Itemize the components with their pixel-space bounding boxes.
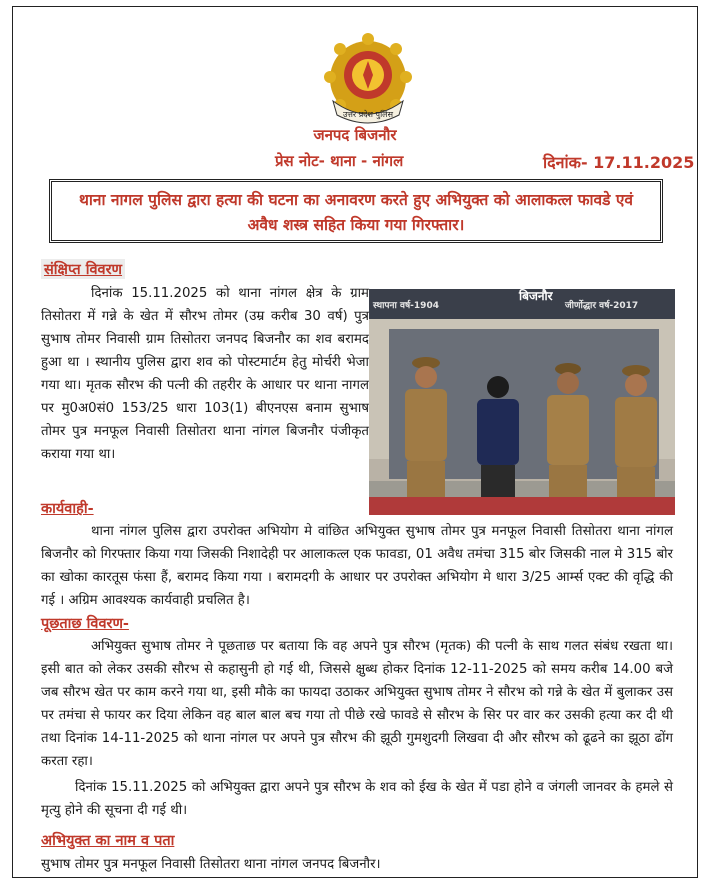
action-text: थाना नांगल पुलिस द्वारा उपरोक्त अभियोग मे वांछित अभियुक्त सुभाष तोमर पुत्र मनफूल निवासी तिसोतरा थाना नांगल बिजनौर को गिरफ्तार किया गया जिसकी निशादेही पर आलाकत्ल एक फावडा, 01 अवैध तमंचा 315 बोर जिसकी नाल मे 315 बोर का खोका कारतूस फंसा हैं, बरामद किया गया । बरामदगी के आधार पर उपरोक्त अभियोग मे धारा 3/25 आर्म्स एक्ट की वृद्धि की गई । अग्रिम आवश्यक कार्यवाही प्रचलित है।: [41, 524, 673, 608]
press-note-date: दिनांक- 17.11.2025: [543, 153, 695, 172]
accused-paragraph: [41, 853, 673, 876]
headline-box: [49, 179, 663, 243]
headline-text: थाना नागल पुलिस द्वारा हत्या की घटना का अनावरण करते हुए अभियुक्त को आलाकत्ल फावडे एवं अवैध शस्त्र सहित किया गया गिरफ्तार।: [78, 191, 634, 234]
press-note-page: [12, 6, 698, 878]
up-police-emblem-icon: [313, 31, 423, 127]
report-text: दिनांक 15.11.2025 को अभियुक्त द्वारा अपने पुत्र सौरभ के शव को ईख के खेत में पडा होने व जंगली जानवर के हमले से मृत्यु होने की सूचना दी गई थी।: [41, 780, 673, 818]
summary-paragraph: [41, 282, 369, 466]
summary-text: दिनांक 15.11.2025 को थाना नांगल क्षेत्र के ग्राम तिसोतरा में गन्ने के खेत में सौरभ तोमर (उम्र करीब 30 वर्ष) पुत्र सुभाष तोमर निवासी ग्राम तिसोतरा जनपद बिजनौर का शव बरामद हुआ था । स्थानीय पुलिस द्वारा शव को पोस्टमार्टम हेतु मोर्चरी भेजा गया था। मृतक सौरभ की पत्नी की तहरीर के आधार पर थाना नागल पर मु0अ0सं0 153/25 धारा 103(1) बीएनएस बनाम सुभाष तोमर पुत्र मनफूल निवासी तिसोतरा थाना नांगल बिजनौर पंजीकृत कराया गया था।: [41, 286, 369, 462]
inquiry-paragraph: [41, 635, 673, 773]
sign-right-text: जीर्णोद्धार वर्ष-2017: [565, 301, 639, 311]
police-officer-figure: [601, 363, 671, 515]
press-note-label: प्रेस नोट- थाना - नांगल: [275, 152, 404, 170]
sign-left-text: स्थापना वर्ष-1904: [373, 301, 439, 311]
sign-title-text: बिजनौर: [519, 289, 553, 303]
photo-red-table: [369, 497, 675, 515]
svg-text:उत्तर प्रदेश पुलिस: उत्तर प्रदेश पुलिस: [343, 110, 393, 119]
action-paragraph: [41, 520, 673, 612]
police-officer-figure: [535, 361, 601, 515]
accused-figure: [465, 375, 531, 515]
police-officer-figure: [391, 355, 461, 515]
action-heading: कार्यवाही-: [41, 501, 94, 517]
inquiry-text: अभियुक्त सुभाष तोमर ने पूछताछ पर बताया कि वह अपने पुत्र सौरभ (मृतक) की पत्नी के साथ गलत संबंध रखता था। इसी बात को लेकर उसकी सौरभ से कहासुनी हो गई थी, जिससे क्षुब्ध होकर दिनांक 12-11-2025 को समय करीब 14.00 बजे जब सौरभ खेत पर काम करने गया था, इसी मौके का फायदा उठाकर अभियुक्त सुभाष तोमर ने सौरभ को गन्ने के खेत में बुलाकर उस पर तमंचा से फायर कर दिया लेकिन वह बाल बाल बच गया तो पीछे रखे फावडे से सौरभ के सिर पर वार कर उसकी हत्या कर दी थी तथा दिनांक 14-11-2025 को थाना नांगल पर अपने पुत्र सौरभ की झूठी गुमशुदगी लिखवा दी और सौरभ को ढूढने का झूठा ढोंग करता रहा।: [41, 639, 673, 769]
report-paragraph: [41, 776, 673, 822]
accused-heading: अभियुक्त का नाम व पता: [41, 833, 175, 849]
photo-signboard: [369, 289, 675, 319]
accused-text: सुभाष तोमर पुत्र मनफूल निवासी तिसोतरा थाना नांगल जनपद बिजनौर।: [41, 857, 381, 872]
summary-heading: संक्षिप्त विवरण: [41, 259, 125, 279]
district-title: जनपद बिजनौर: [313, 126, 397, 144]
inquiry-heading: पूछताछ विवरण-: [41, 616, 129, 632]
arrest-photo: [369, 289, 675, 515]
